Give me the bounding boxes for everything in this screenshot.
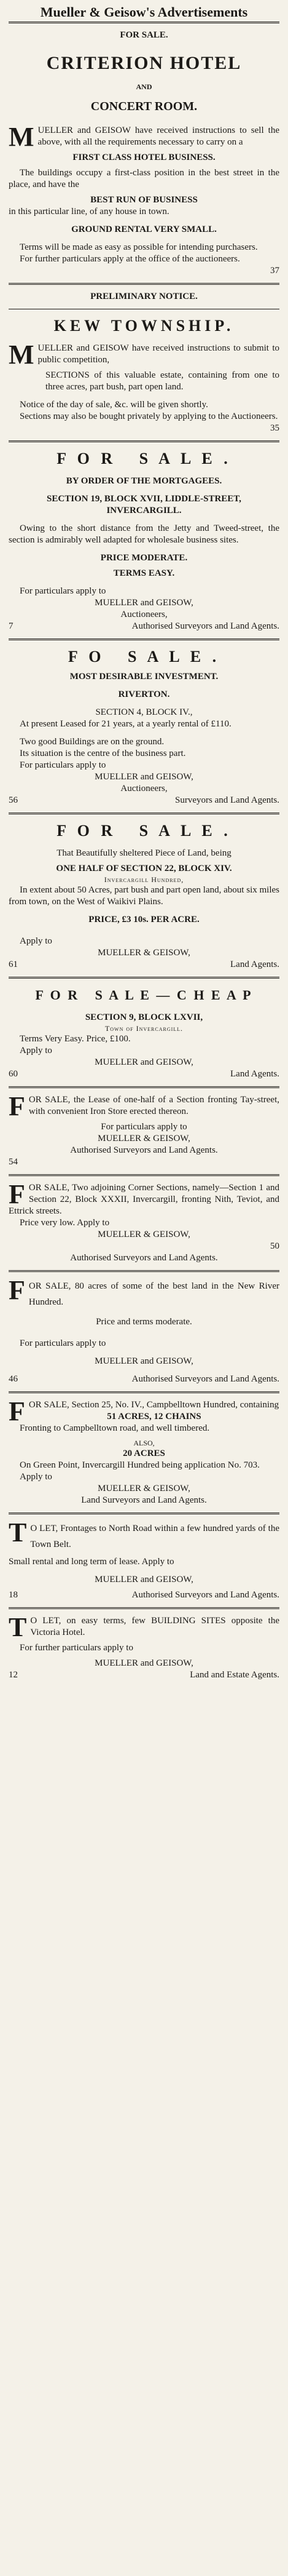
ad-tay-street-lease xyxy=(9,1091,279,1168)
ad-number: 56 xyxy=(9,795,18,805)
drop-cap: F xyxy=(9,1179,25,1209)
drop-cap: T xyxy=(9,1517,27,1548)
divider xyxy=(9,1391,279,1393)
divider xyxy=(9,977,279,979)
divider xyxy=(9,1513,279,1514)
ad-apply: For particulars apply to xyxy=(101,1122,187,1132)
divider xyxy=(9,638,279,640)
ad-number: 54 xyxy=(9,1157,18,1167)
ad-auctioneers: Auctioneers, xyxy=(120,784,168,793)
ad-building-sites xyxy=(9,1612,279,1681)
ad-half: ONE HALF OF SECTION 22, BLOCK XIV. xyxy=(56,864,232,873)
ad-surveyors: Land Agents. xyxy=(230,960,279,969)
ad-title: F O R S A L E . xyxy=(56,822,232,840)
divider xyxy=(9,440,279,442)
ad-extent: In extent about 50 Acres, part bush and part open land, about six miles from town, on the West of Waikivi Plains. xyxy=(9,885,279,907)
ad-that: That Beautifully sheltered Piece of Land, being xyxy=(56,848,232,858)
ad-firm: MUELLER & GEISOW, xyxy=(98,948,190,958)
ad-firm: MUELLER and GEISOW, xyxy=(95,1658,193,1668)
ad-firm: MUELLER and GEISOW, xyxy=(95,772,193,782)
ad-intro: UELLER and GEISOW have received instructions to sell the above, with all the requirements necessary to carry on a xyxy=(37,125,279,147)
ad-ground-rental: GROUND RENTAL VERY SMALL. xyxy=(71,225,217,234)
ad-number: 46 xyxy=(9,1374,18,1384)
ad-apply: Apply to xyxy=(20,1046,52,1055)
ad-section: SECTION 19, BLOCK XVII, LIDDLE-STREET, INVERCARGILL. xyxy=(47,494,241,515)
ad-mortgagees xyxy=(9,448,279,632)
ad-surveyors: Surveyors and Land Agents. xyxy=(175,795,279,805)
ad-firm: MUELLER and GEISOW, xyxy=(95,1356,193,1366)
ad-cheap xyxy=(9,985,279,1080)
ad-best-run: BEST RUN OF BUSINESS xyxy=(90,195,198,205)
ad-price: PRICE, £3 10s. PER ACRE. xyxy=(88,915,200,924)
ad-further: For further particulars apply at the office of the auctioneers. xyxy=(20,254,240,264)
ad-terms: TERMS EASY. xyxy=(113,568,175,578)
ad-price: Price very low. Apply to xyxy=(20,1218,110,1228)
ad-title: CRITERION HOTEL xyxy=(46,53,242,73)
ad-sections-private: Sections may also be bought privately by applying to the Auctioneers. xyxy=(20,411,278,421)
ad-terms: Terms Very Easy. Price, £100. xyxy=(20,1034,131,1044)
ad-firm: MUELLER & GEISOW, xyxy=(98,1484,190,1493)
for-sale-label: FOR SALE. xyxy=(120,30,168,40)
ad-number: 18 xyxy=(9,1590,18,1600)
ad-surveyors: Land Agents. xyxy=(230,1069,279,1079)
advertisement-page xyxy=(9,0,279,1681)
ad-fronting: Fronting to Campbelltown road, and well timbered. xyxy=(20,1423,210,1433)
ad-notice: PRELIMINARY NOTICE. xyxy=(90,292,198,301)
ad-hundred: Invercargill Hundred, xyxy=(104,875,184,884)
ad-apply: Apply to xyxy=(20,936,52,946)
ad-text: OR SALE, the Lease of one-half of a Section fronting Tay-street, with convenient Iron Store erected thereon. xyxy=(28,1095,279,1116)
ad-present: At present Leased for 21 years, at a yearly rental of £110. xyxy=(20,719,232,729)
ad-surveyors: Authorised Surveyors and Land Agents. xyxy=(131,1374,279,1384)
ad-number: 37 xyxy=(270,266,279,276)
ad-notice-day: Notice of the day of sale, &c. will be given shortly. xyxy=(20,400,208,410)
ad-by-order: BY ORDER OF THE MORTGAGEES. xyxy=(66,476,222,486)
ad-also: ALSO, xyxy=(133,1439,155,1447)
divider xyxy=(9,1607,279,1609)
ad-number: 7 xyxy=(9,621,14,631)
ad-terms: Terms will be made as easy as possible for intending purchasers. xyxy=(20,242,258,252)
page-header: Mueller & Geisow's Advertisements xyxy=(9,4,279,23)
ad-section: SECTION 9, BLOCK LXVII, xyxy=(85,1012,203,1022)
ad-further: For further particulars apply to xyxy=(20,1643,133,1653)
ad-criterion-hotel xyxy=(9,23,279,277)
ad-acres: 51 ACRES, 12 CHAINS xyxy=(107,1412,201,1421)
ad-riverton xyxy=(9,646,279,806)
divider xyxy=(9,1270,279,1272)
ad-text: OR SALE, Section 25, No. IV., Campbelltown Hundred, containing xyxy=(28,1400,279,1410)
divider xyxy=(9,813,279,814)
ad-surveyors: Authorised Surveyors and Land Agents. xyxy=(70,1253,218,1263)
ad-surveyors: Authorised Surveyors and Land Agents. xyxy=(131,621,279,631)
ad-corner-sections xyxy=(9,1179,279,1264)
drop-cap: F xyxy=(9,1275,25,1305)
ad-text: OR SALE, 80 acres of some of the best land in the New River Hundred. xyxy=(28,1281,279,1307)
ad-two-good: Two good Buildings are on the ground. xyxy=(20,737,165,747)
ad-town: Town of Invercargill. xyxy=(104,1024,184,1033)
ad-surveyors: Land and Estate Agents. xyxy=(190,1670,279,1680)
ad-acres-2: 20 ACRES xyxy=(123,1449,165,1458)
drop-cap: T xyxy=(9,1612,27,1642)
ad-title: F O R S A L E . xyxy=(56,450,232,467)
ad-number: 60 xyxy=(9,1069,18,1079)
ad-north-road xyxy=(9,1517,279,1601)
ad-surveyors: Authorised Surveyors and Land Agents. xyxy=(131,1590,279,1600)
ad-firm: MUELLER and GEISOW, xyxy=(95,1575,193,1584)
ad-buildings: The buildings occupy a first-class position in the best street in the place, and have the xyxy=(9,168,279,189)
ad-text: O LET, Frontages to North Road within a few hundred yards of the Town Belt. xyxy=(30,1524,279,1549)
ad-small-rental: Small rental and long term of lease. Apply to xyxy=(9,1557,174,1567)
ad-most-desirable: MOST DESIRABLE INVESTMENT. xyxy=(69,672,219,682)
ad-intro: UELLER and GEISOW have received instructions to submit to public competition, xyxy=(37,343,279,365)
ad-kew-township xyxy=(9,291,279,434)
ad-firm: MUELLER & GEISOW, xyxy=(98,1230,190,1239)
ad-owing: Owing to the short distance from the Jetty and Tweed-street, the section is admirably well adapted for wholesale business sites. xyxy=(9,523,279,545)
ad-campbelltown xyxy=(9,1396,279,1506)
ad-and: AND xyxy=(136,82,152,91)
divider xyxy=(9,1174,279,1176)
ad-line-in: in this particular line, of any house in town. xyxy=(9,207,169,217)
ad-first-class: FIRST CLASS HOTEL BUSINESS. xyxy=(72,153,216,162)
ad-title: KEW TOWNSHIP. xyxy=(53,317,235,335)
ad-surveyors: Land Surveyors and Land Agents. xyxy=(81,1495,207,1505)
ad-number: 12 xyxy=(9,1670,18,1680)
ad-number: 50 xyxy=(270,1241,279,1251)
ad-green-point: On Green Point, Invercargill Hundred being application No. 703. xyxy=(20,1460,260,1470)
divider xyxy=(9,1086,279,1088)
ad-title: F O S A L E . xyxy=(68,648,220,666)
ad-situation: Its situation is the centre of the business part. xyxy=(20,749,186,758)
ad-section-22 xyxy=(9,821,279,971)
divider xyxy=(9,283,279,285)
ad-subtitle: CONCERT ROOM. xyxy=(90,100,198,113)
ad-price: PRICE MODERATE. xyxy=(100,553,188,563)
ad-auctioneers: Auctioneers, xyxy=(120,610,168,619)
drop-cap: F xyxy=(9,1091,25,1121)
ad-apply: For particulars apply to xyxy=(20,1338,106,1348)
ad-price: Price and terms moderate. xyxy=(96,1317,192,1327)
ad-80-acres xyxy=(9,1275,279,1385)
ad-sections: SECTIONS of this valuable estate, containing from one to three acres, part bush, part open land. xyxy=(45,370,279,392)
ad-firm: MUELLER & GEISOW, xyxy=(98,1134,190,1143)
ad-apply: Apply to xyxy=(20,1472,52,1482)
ad-apply: For particulars apply to xyxy=(20,586,106,596)
drop-cap: M xyxy=(9,340,34,370)
ad-number: 35 xyxy=(270,423,279,433)
ad-surveyors: Authorised Surveyors and Land Agents. xyxy=(70,1145,218,1155)
ad-firm: MUELLER and GEISOW, xyxy=(95,598,193,608)
ad-number: 61 xyxy=(9,960,18,969)
ad-title: F O R S A L E — C H E A P xyxy=(35,987,253,1003)
ad-place: RIVERTON. xyxy=(118,690,170,699)
ad-text: O LET, on easy terms, few BUILDING SITES opposite the Victoria Hotel. xyxy=(30,1616,279,1637)
ad-section: SECTION 4, BLOCK IV., xyxy=(95,707,193,717)
ad-apply: For particulars apply to xyxy=(20,760,106,770)
drop-cap: M xyxy=(9,122,34,152)
drop-cap: F xyxy=(9,1396,25,1426)
ad-text: OR SALE, Two adjoining Corner Sections, namely—Section 1 and Section 22, Block XXXII, Invercargill, fronting Nith, Teviot, and Ettrick streets. xyxy=(9,1183,279,1216)
ad-firm: MUELLER and GEISOW, xyxy=(95,1057,193,1067)
